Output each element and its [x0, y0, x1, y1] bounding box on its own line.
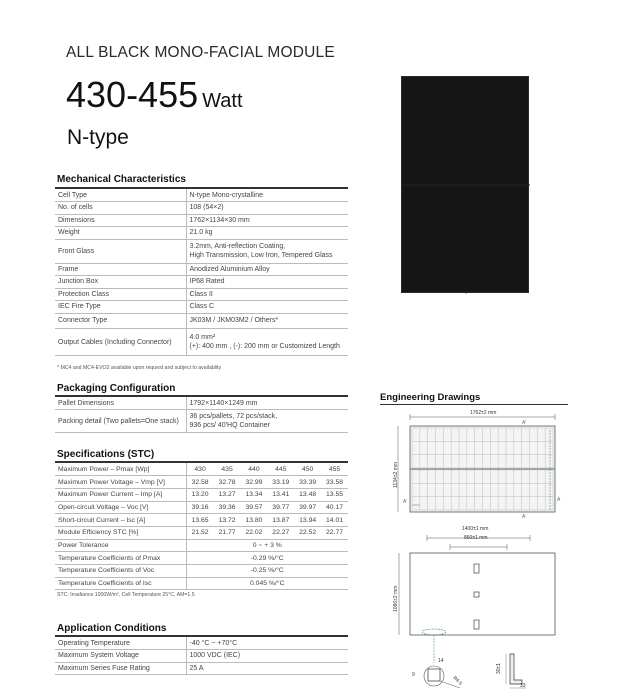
- stc-value: 450: [294, 463, 321, 476]
- mechanical-label: Frame: [55, 263, 186, 276]
- application-label: Maximum System Voltage: [55, 650, 186, 663]
- mechanical-row: [55, 288, 348, 301]
- frame-side-detail: [496, 650, 536, 692]
- profile-dimension-9: 9: [412, 672, 415, 678]
- front-view-drawing: [390, 408, 568, 528]
- stc-label: Power Tolerance: [55, 539, 186, 552]
- stc-row: [55, 539, 348, 552]
- stc-value: 39.97: [294, 501, 321, 514]
- application-value-cell: [186, 650, 348, 663]
- packaging-value: 1792×1140×1249 mm: [189, 399, 258, 407]
- stc-row: [55, 565, 348, 578]
- profile-radius: R4.5: [451, 675, 464, 687]
- stc-value: 13.65: [186, 514, 214, 527]
- front-height-dimension: 1134±2 mm: [393, 462, 399, 488]
- watt-unit: Watt: [202, 90, 243, 112]
- stc-value: 440: [241, 463, 268, 476]
- application-value: 1000 VDC (IEC): [189, 652, 241, 660]
- mechanical-row: [55, 202, 348, 215]
- stc-value: 13.20: [186, 488, 214, 501]
- front-width-dimension: 1762±2 mm: [470, 410, 497, 416]
- application-value: -40 °C ~ +70°C: [189, 639, 238, 647]
- section-label-a-prime-top: A': [522, 420, 527, 426]
- watt-range-value: 430-455: [66, 74, 199, 115]
- section-label-a-right: A: [557, 497, 561, 503]
- mechanical-row: [55, 227, 348, 240]
- mechanical-row: [55, 189, 348, 202]
- stc-row: [55, 552, 348, 565]
- stc-label: Open-circuit Voltage – Voc [V]: [55, 501, 186, 514]
- stc-value: 21.52: [186, 526, 214, 539]
- mechanical-row: [55, 214, 348, 227]
- stc-label: Maximum Power Current – Imp [A]: [55, 488, 186, 501]
- stc-row: [55, 501, 348, 514]
- packaging-row: [55, 397, 348, 410]
- stc-value: 0.045 %/°C: [186, 577, 348, 590]
- stc-value: 22.02: [241, 526, 268, 539]
- stc-row: [55, 463, 348, 476]
- mechanical-label: IEC Fire Type: [55, 301, 186, 314]
- mechanical-value-cell: [186, 263, 348, 276]
- stc-value: 39.57: [241, 501, 268, 514]
- stc-value: 0 ~ + 3 %: [186, 539, 348, 552]
- application-title: Application Conditions: [57, 623, 167, 634]
- frame-side-svg: [496, 650, 536, 692]
- side-dimension-33: 33: [520, 683, 526, 689]
- cell-type-heading: N-type: [67, 126, 129, 149]
- mechanical-row: [55, 276, 348, 289]
- mechanical-value: Anodized Aluminium Alloy: [189, 265, 270, 273]
- stc-value: -0.29 %/°C: [186, 552, 348, 565]
- stc-value: 435: [214, 463, 241, 476]
- mechanical-value: Class II: [189, 290, 213, 298]
- stc-row: [55, 514, 348, 527]
- stc-value: 39.77: [267, 501, 294, 514]
- mechanical-label: Output Cables (Including Connector): [55, 329, 186, 356]
- stc-value: 14.01: [321, 514, 348, 527]
- mechanical-title: Mechanical Characteristics: [57, 174, 186, 185]
- mechanical-value-cell: [186, 239, 348, 263]
- stc-value: 430: [186, 463, 214, 476]
- frame-profile-detail: [412, 628, 474, 690]
- back-view-drawing: [390, 526, 568, 636]
- section-label-a-prime-left: A': [403, 499, 408, 505]
- mechanical-label: Protection Class: [55, 288, 186, 301]
- application-label: Operating Temperature: [55, 637, 186, 650]
- back-view-svg: [390, 526, 568, 636]
- mechanical-value-cell: [186, 313, 348, 329]
- mechanical-label: No. of cells: [55, 202, 186, 215]
- mechanical-label: Connector Type: [55, 313, 186, 329]
- stc-label: Maximum Power Voltage – Vmp [V]: [55, 476, 186, 489]
- power-range-heading: [66, 74, 243, 116]
- stc-value: 13.27: [214, 488, 241, 501]
- stc-value: -0.25 %/°C: [186, 565, 348, 578]
- solar-panel-image: [402, 77, 530, 294]
- packaging-value: 36 pcs/pallets, 72 pcs/stack,: [189, 413, 278, 420]
- back-inner-dimension: 860±1 mm: [464, 535, 488, 541]
- stc-table: [55, 463, 348, 590]
- stc-label: Temperature Coefficients of Pmax: [55, 552, 186, 565]
- mechanical-value-cell: [186, 189, 348, 202]
- packaging-row: [55, 410, 348, 433]
- mechanical-label: Cell Type: [55, 189, 186, 202]
- mechanical-value: High Transmission, Low Iron, Tempered Glass: [189, 252, 333, 259]
- stc-value: 32.78: [214, 476, 241, 489]
- stc-value: 22.27: [267, 526, 294, 539]
- stc-row: [55, 526, 348, 539]
- stc-value: 13.48: [294, 488, 321, 501]
- back-height-dimension: 1086±2 mm: [393, 585, 399, 612]
- stc-value: 13.94: [294, 514, 321, 527]
- packaging-value-cell: [186, 397, 348, 410]
- stc-row: [55, 577, 348, 590]
- mechanical-value: 4.0 mm²: [189, 334, 216, 341]
- stc-value: 455: [321, 463, 348, 476]
- stc-value: 33.39: [294, 476, 321, 489]
- mechanical-value: 3.2mm, Anti-reflection Coating,: [189, 243, 286, 250]
- profile-dimension-14: 14: [438, 658, 444, 664]
- mechanical-value: Class C: [189, 303, 215, 311]
- stc-value: 32.58: [186, 476, 214, 489]
- mechanical-value: IP68 Rated: [189, 278, 225, 286]
- stc-title: Specifications (STC): [57, 449, 155, 460]
- stc-label: Maximum Power – Pmax [Wp]: [55, 463, 186, 476]
- mechanical-row: [55, 301, 348, 314]
- stc-value: 39.36: [214, 501, 241, 514]
- stc-label: Temperature Coefficients of Voc: [55, 565, 186, 578]
- mechanical-label: Junction Box: [55, 276, 186, 289]
- packaging-value: 936 pcs/ 40'HQ Container: [189, 422, 270, 429]
- application-row: [55, 662, 348, 675]
- stc-value: 13.55: [321, 488, 348, 501]
- packaging-label: Pallet Dimensions: [55, 397, 186, 410]
- mechanical-value: N-type Mono-crystalline: [189, 191, 264, 199]
- mechanical-row: [55, 263, 348, 276]
- stc-value: 22.52: [294, 526, 321, 539]
- solar-panel-photo: [401, 76, 529, 293]
- mechanical-label: Dimensions: [55, 214, 186, 227]
- application-value: 25 A: [189, 664, 204, 672]
- stc-row: [55, 488, 348, 501]
- mechanical-label: Front Glass: [55, 239, 186, 263]
- mechanical-value-cell: [186, 202, 348, 215]
- application-table: [55, 637, 348, 675]
- mechanical-value: JK03M / JKM03M2 / Others*: [189, 317, 279, 325]
- packaging-value-cell: [186, 410, 348, 433]
- front-view-svg: [390, 408, 568, 528]
- stc-value: 22.77: [321, 526, 348, 539]
- stc-value: 21.77: [214, 526, 241, 539]
- stc-label: Temperature Coefficients of Isc: [55, 577, 186, 590]
- mechanical-note: * MC4 and MC4-EVO2 available upon request and subject to availablity: [57, 365, 222, 371]
- stc-value: 33.19: [267, 476, 294, 489]
- stc-value: 13.80: [241, 514, 268, 527]
- mechanical-value-cell: [186, 288, 348, 301]
- stc-value: 32.99: [241, 476, 268, 489]
- mechanical-row: [55, 329, 348, 356]
- application-row: [55, 650, 348, 663]
- mechanical-value: 21.0 kg: [189, 229, 213, 237]
- packaging-table: [55, 397, 348, 433]
- packaging-title: Packaging Configuration: [57, 383, 176, 394]
- application-value-cell: [186, 662, 348, 675]
- stc-note: STC: Irradiance 1000W/m², Cell Temperature 25°C, AM=1.5: [57, 592, 195, 598]
- application-row: [55, 637, 348, 650]
- stc-value: 13.72: [214, 514, 241, 527]
- stc-value: 445: [267, 463, 294, 476]
- product-subtitle: ALL BLACK MONO-FACIAL MODULE: [66, 44, 335, 61]
- stc-value: 13.41: [267, 488, 294, 501]
- mechanical-value-cell: [186, 276, 348, 289]
- mechanical-value: (+): 400 mm , (-): 200 mm or Customized Length: [189, 343, 340, 350]
- stc-value: 40.17: [321, 501, 348, 514]
- engineering-title: Engineering Drawings: [380, 392, 481, 403]
- packaging-label: Packing detail (Two pallets=One stack): [55, 410, 186, 433]
- back-outer-dimension: 1400±1 mm: [462, 526, 489, 532]
- mechanical-value: 1762×1134×30 mm: [189, 216, 250, 224]
- mechanical-row: [55, 239, 348, 263]
- mechanical-value-cell: [186, 214, 348, 227]
- mechanical-value-cell: [186, 227, 348, 240]
- engineering-rule: [380, 404, 568, 405]
- mechanical-value-cell: [186, 301, 348, 314]
- application-label: Maximum Series Fuse Rating: [55, 662, 186, 675]
- mechanical-value: 108 (54×2): [189, 204, 224, 212]
- application-value-cell: [186, 637, 348, 650]
- section-label-a-bottom: A: [522, 514, 526, 520]
- stc-value: 39.16: [186, 501, 214, 514]
- stc-value: 13.87: [267, 514, 294, 527]
- side-dimension-30: 30±1: [496, 662, 502, 674]
- stc-row: [55, 476, 348, 489]
- mechanical-row: [55, 313, 348, 329]
- stc-value: 13.34: [241, 488, 268, 501]
- stc-label: Short-circuit Current – Isc [A]: [55, 514, 186, 527]
- stc-value: 33.58: [321, 476, 348, 489]
- mechanical-table: [55, 189, 348, 356]
- stc-label: Module Efficiency STC [%]: [55, 526, 186, 539]
- mechanical-label: Weight: [55, 227, 186, 240]
- mechanical-value-cell: [186, 329, 348, 356]
